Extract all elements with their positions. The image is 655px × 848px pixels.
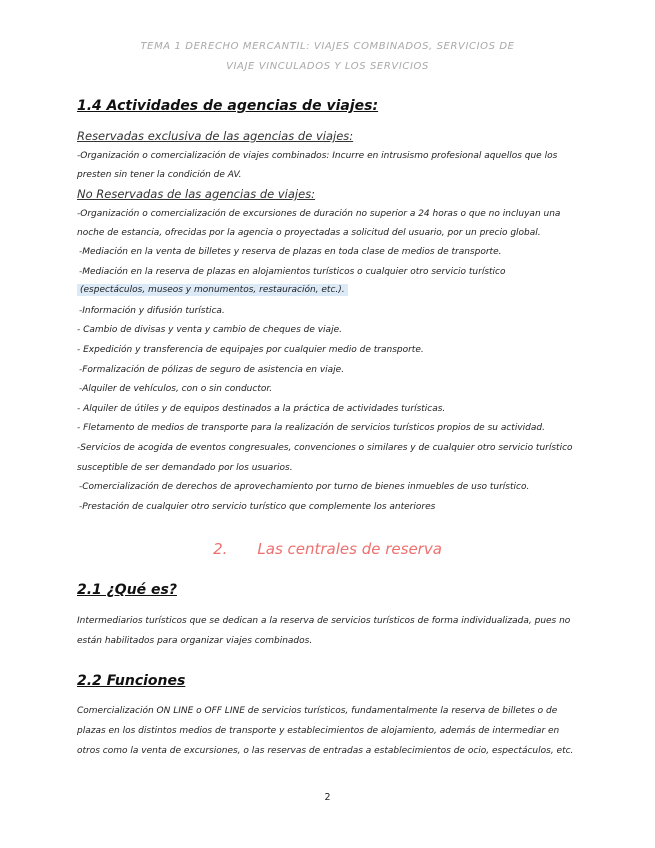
activity-line: - Expedición y transferencia de equipajes por cualquier medio de transporte.: [77, 345, 424, 355]
activity-line: -Información y difusión turística.: [79, 306, 225, 316]
section-2-1-heading: 2.1 ¿Qué es?: [77, 582, 177, 598]
section-1-4-heading: 1.4 Actividades de agencias de viajes:: [77, 98, 379, 114]
activity-line: -Organización o comercialización de excursiones de duración no superior a 24 horas o que no incluyan una: [77, 209, 561, 219]
page-number: 2: [324, 792, 331, 803]
running-header-line-1: TEMA 1 DERECHO MERCANTIL: VIAJES COMBINADOS, SERVICIOS DE: [140, 41, 515, 52]
paragraph-line: otros como la venta de excursiones, o las reservas de entradas a establecimientos de ocio, espectáculos, etc.: [77, 746, 574, 756]
section-2-2-heading: 2.2 Funciones: [77, 673, 186, 689]
reservadas-line: -Organización o comercialización de viajes combinados: Incurre en intrusismo profesional aquellos que los: [77, 151, 558, 161]
activity-line: -Comercialización de derechos de aprovechamiento por turno de bienes inmuebles de uso turístico.: [79, 482, 530, 492]
paragraph-line: Comercialización ON LINE o OFF LINE de servicios turísticos, fundamentalmente la reserva de billetes o de: [77, 706, 558, 716]
activity-line-highlighted: [77, 285, 348, 295]
activity-line: - Alquiler de útiles y de equipos destinados a la práctica de actividades turísticas.: [77, 404, 446, 414]
activity-line: -Mediación en la venta de billetes y reserva de plazas en toda clase de medios de transporte.: [79, 247, 502, 257]
running-header-line-2: VIAJE VINCULADOS Y LOS SERVICIOS: [226, 61, 429, 72]
paragraph-line: Intermediarios turísticos que se dedican a la reserva de servicios turísticos de forma individualizada, pues no: [77, 616, 571, 626]
section-2-number: 2.: [213, 540, 228, 558]
paragraph-line: plazas en los distintos medios de transporte y establecimientos de alojamiento, además de intermediar en: [77, 726, 560, 736]
no-reservadas-subheading: No Reservadas de las agencias de viajes:: [77, 187, 316, 201]
text-highlight: (espectáculos, museos y monumentos, restauración, etc.).: [77, 284, 348, 296]
activity-line: -Servicios de acogida de eventos congresuales, convenciones o similares y de cualquier otro servicio turístico: [77, 443, 573, 453]
activity-line: susceptible de ser demandado por los usuarios.: [77, 463, 293, 473]
activity-line: - Cambio de divisas y venta y cambio de cheques de viaje.: [77, 325, 342, 335]
reservadas-line: presten sin tener la condición de AV.: [77, 170, 242, 180]
activity-line: -Formalización de pólizas de seguro de asistencia en viaje.: [79, 365, 345, 375]
paragraph-line: están habilitados para organizar viajes combinados.: [77, 636, 313, 646]
activity-line: -Mediación en la reserva de plazas en alojamientos turísticos o cualquier otro servicio turístico: [79, 267, 506, 277]
activity-line: - Fletamento de medios de transporte para la realización de servicios turísticos propios de su actividad.: [77, 423, 545, 433]
activity-line: noche de estancia, ofrecidas por la agencia o proyectadas a solicitud del usuario, por un precio global.: [77, 228, 541, 238]
section-2-title: Las centrales de reserva: [257, 540, 442, 558]
activity-line: -Prestación de cualquier otro servicio turístico que complemente los anteriores: [79, 502, 436, 512]
section-2-heading: [0, 540, 655, 558]
reservadas-subheading: Reservadas exclusiva de las agencias de viajes:: [77, 129, 354, 143]
activity-line: -Alquiler de vehículos, con o sin conductor.: [79, 384, 273, 394]
